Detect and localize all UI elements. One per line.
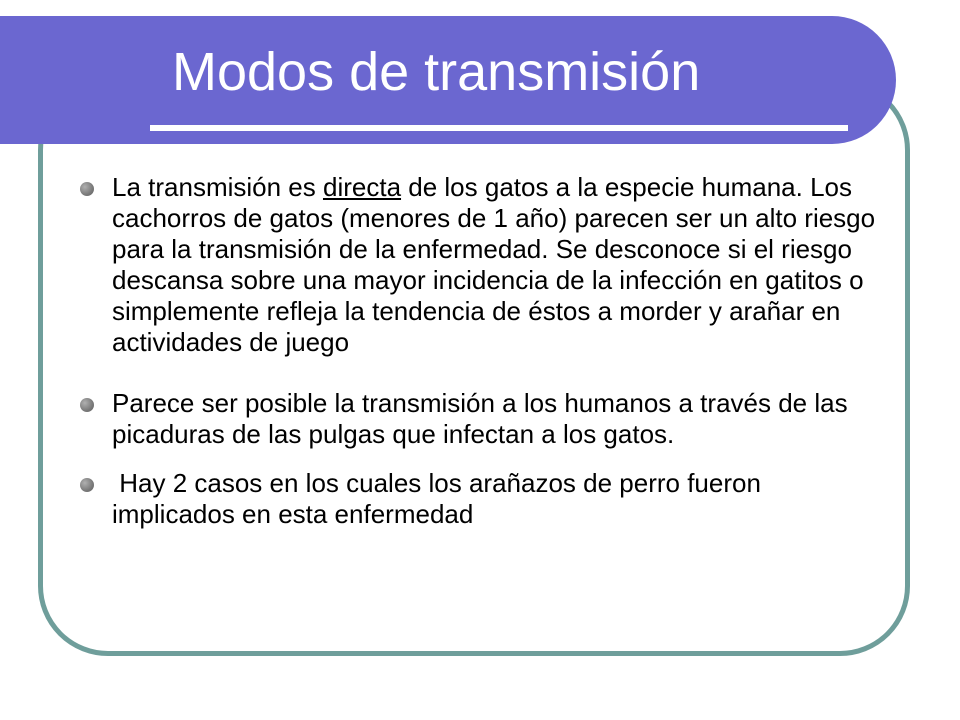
bullet-text: Parece ser posible la transmisión a los humanos a través de las picaduras de las pulgas que infectan a los gatos. [112, 388, 848, 449]
underlined-word: directa [322, 172, 402, 202]
slide-title: Modos de transmisión [172, 42, 701, 102]
bullet-list [78, 172, 878, 530]
bullet-item [78, 468, 878, 530]
bullet-text-part: La transmisión es [112, 172, 323, 202]
bullet-text-part: de los gatos a la especie humana. Los cachorros de gatos (menores de 1 año) parecen ser un alto riesgo para la transmisión de la enfermedad. Se desconoce si el riesgo descansa sobre una mayor incidencia de la infección en gatitos o simplemente refleja la tendencia de éstos a morder y arañar en actividades de juego [112, 172, 876, 357]
bullet-text [112, 172, 875, 357]
bullet-icon [80, 398, 94, 412]
title-underline [150, 125, 848, 131]
bullet-text: Hay 2 casos en los cuales los arañazos de perro fueron implicados en esta enfermedad [112, 468, 769, 529]
bullet-icon [80, 478, 94, 492]
bullet-icon [80, 182, 94, 196]
bullet-item [78, 388, 878, 450]
bullet-item [78, 172, 878, 358]
